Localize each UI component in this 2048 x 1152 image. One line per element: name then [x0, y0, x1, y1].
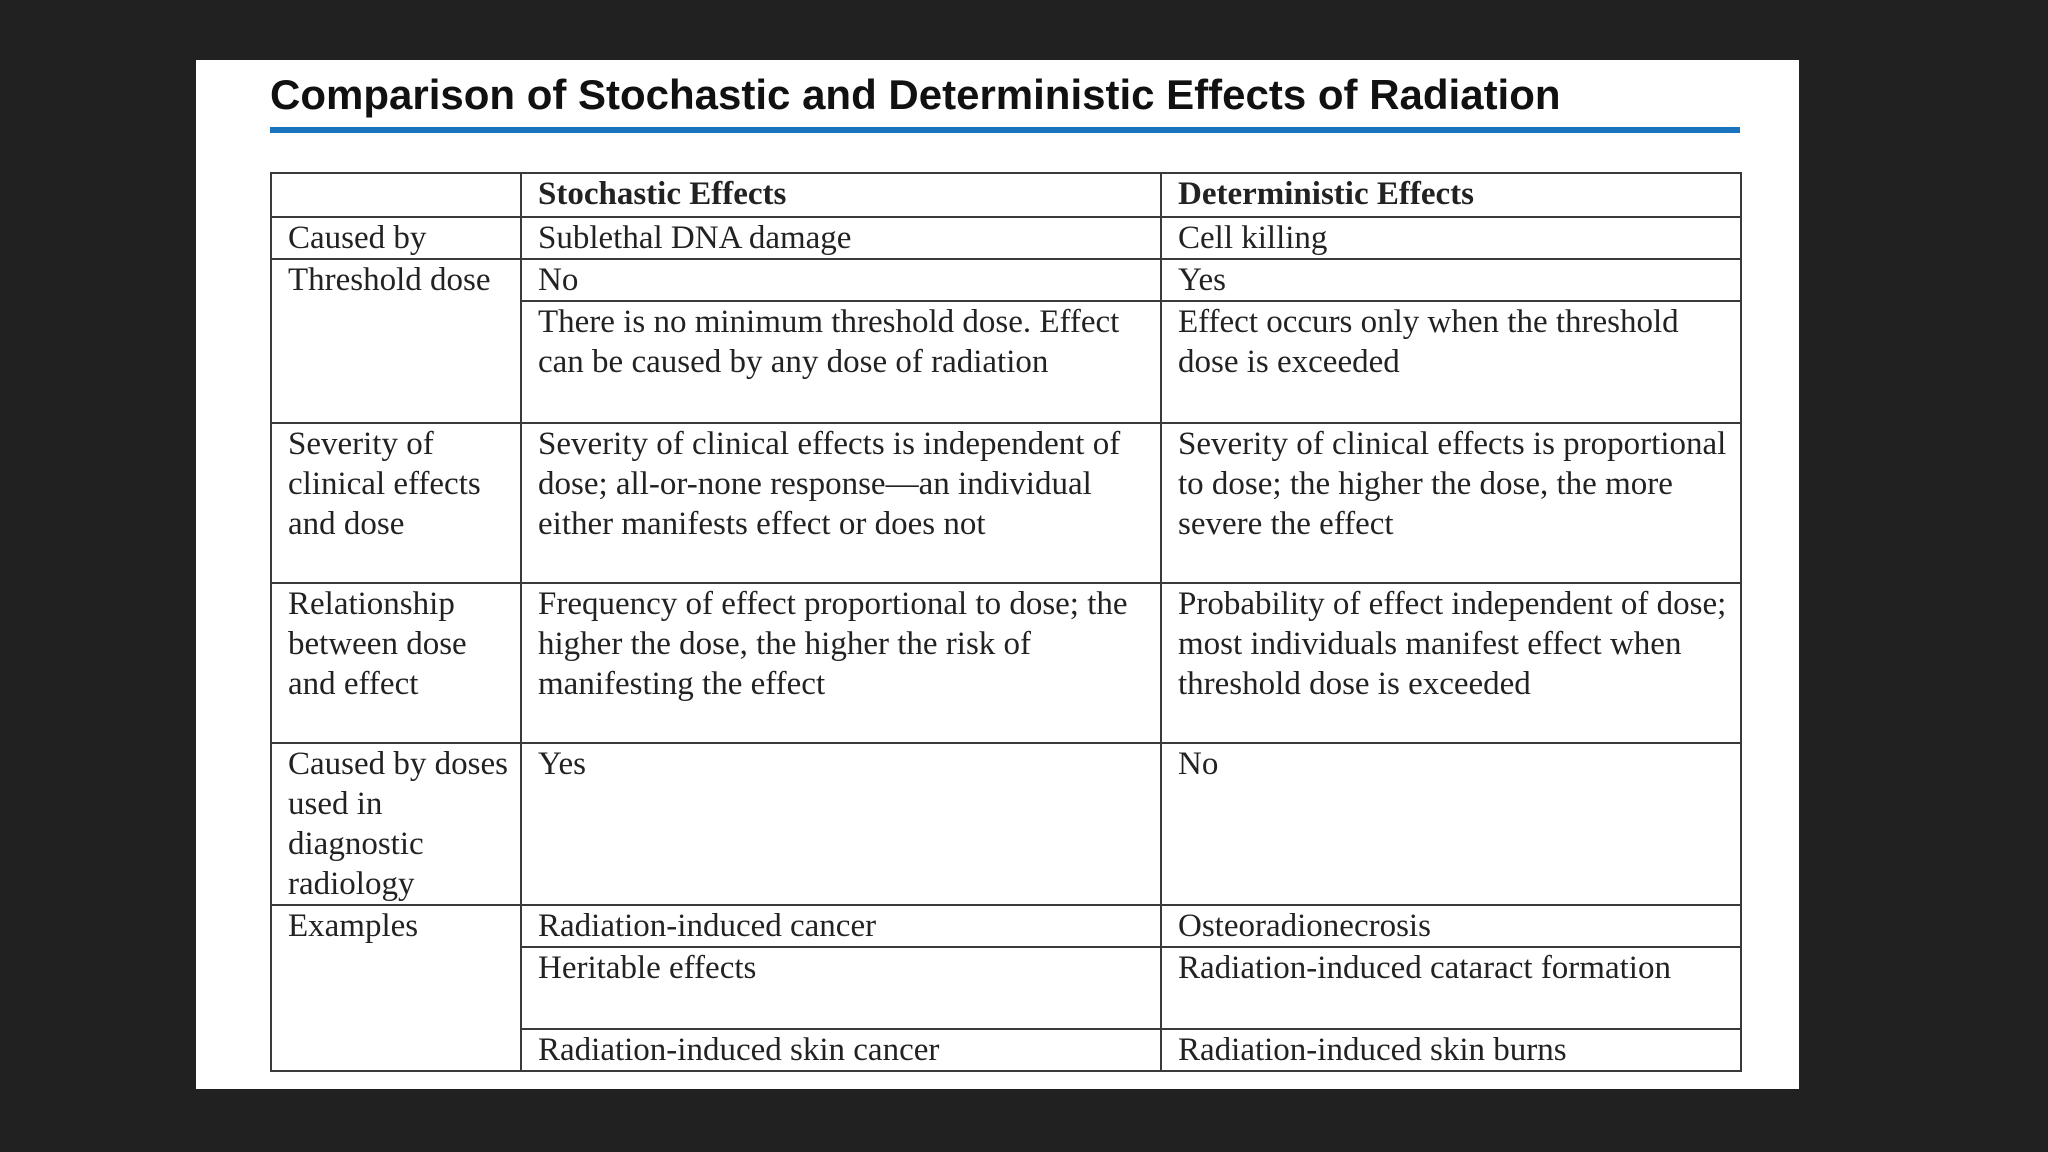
header-cell-stochastic: Stochastic Effects	[521, 173, 1161, 217]
comparison-table	[270, 172, 1742, 1072]
row-label-threshold: Threshold dose	[271, 259, 521, 423]
row-label-relationship: Relationship between dose and effect	[271, 583, 521, 743]
cell-stochastic-caused-by: Sublethal DNA damage	[521, 217, 1161, 259]
table-row-severity	[271, 423, 1741, 583]
row-label-caused-by: Caused by	[271, 217, 521, 259]
header-cell-empty	[271, 173, 521, 217]
table-row-caused-by	[271, 217, 1741, 259]
table-row-relationship	[271, 583, 1741, 743]
cell-deterministic-diagnostic: No	[1161, 743, 1741, 905]
table-row-diagnostic	[271, 743, 1741, 905]
row-label-examples: Examples	[271, 905, 521, 1071]
row-label-severity: Severity of clinical effects and dose	[271, 423, 521, 583]
cell-stochastic-diagnostic: Yes	[521, 743, 1161, 905]
header-cell-deterministic: Deterministic Effects	[1161, 173, 1741, 217]
cell-stochastic-example-1: Radiation-induced cancer	[521, 905, 1161, 947]
table-row-examples-1	[271, 905, 1741, 947]
cell-deterministic-example-1: Osteoradionecrosis	[1161, 905, 1741, 947]
cell-stochastic-example-3: Radiation-induced skin cancer	[521, 1029, 1161, 1071]
cell-stochastic-threshold-2: There is no minimum threshold dose. Effect can be caused by any dose of radiation	[521, 301, 1161, 423]
cell-stochastic-example-2: Heritable effects	[521, 947, 1161, 1029]
cell-deterministic-example-3: Radiation-induced skin burns	[1161, 1029, 1741, 1071]
table-row-threshold-1	[271, 259, 1741, 301]
cell-deterministic-severity: Severity of clinical effects is proportional to dose; the higher the dose, the more severe the effect	[1161, 423, 1741, 583]
cell-deterministic-example-2: Radiation-induced cataract formation	[1161, 947, 1741, 1029]
cell-stochastic-threshold-1: No	[521, 259, 1161, 301]
cell-stochastic-severity: Severity of clinical effects is independent of dose; all-or-none response—an individual either manifests effect or does not	[521, 423, 1161, 583]
table-header-row	[271, 173, 1741, 217]
cell-deterministic-caused-by: Cell killing	[1161, 217, 1741, 259]
row-label-diagnostic: Caused by doses used in diagnostic radiology	[271, 743, 521, 905]
cell-deterministic-relationship: Probability of effect independent of dose; most individuals manifest effect when threshold dose is exceeded	[1161, 583, 1741, 743]
title-underline	[270, 127, 1740, 133]
slide-title: Comparison of Stochastic and Deterministic Effects of Radiation	[270, 71, 1561, 118]
cell-deterministic-threshold-1: Yes	[1161, 259, 1741, 301]
slide	[196, 60, 1799, 1089]
cell-deterministic-threshold-2: Effect occurs only when the threshold dose is exceeded	[1161, 301, 1741, 423]
cell-stochastic-relationship: Frequency of effect proportional to dose; the higher the dose, the higher the risk of manifesting the effect	[521, 583, 1161, 743]
